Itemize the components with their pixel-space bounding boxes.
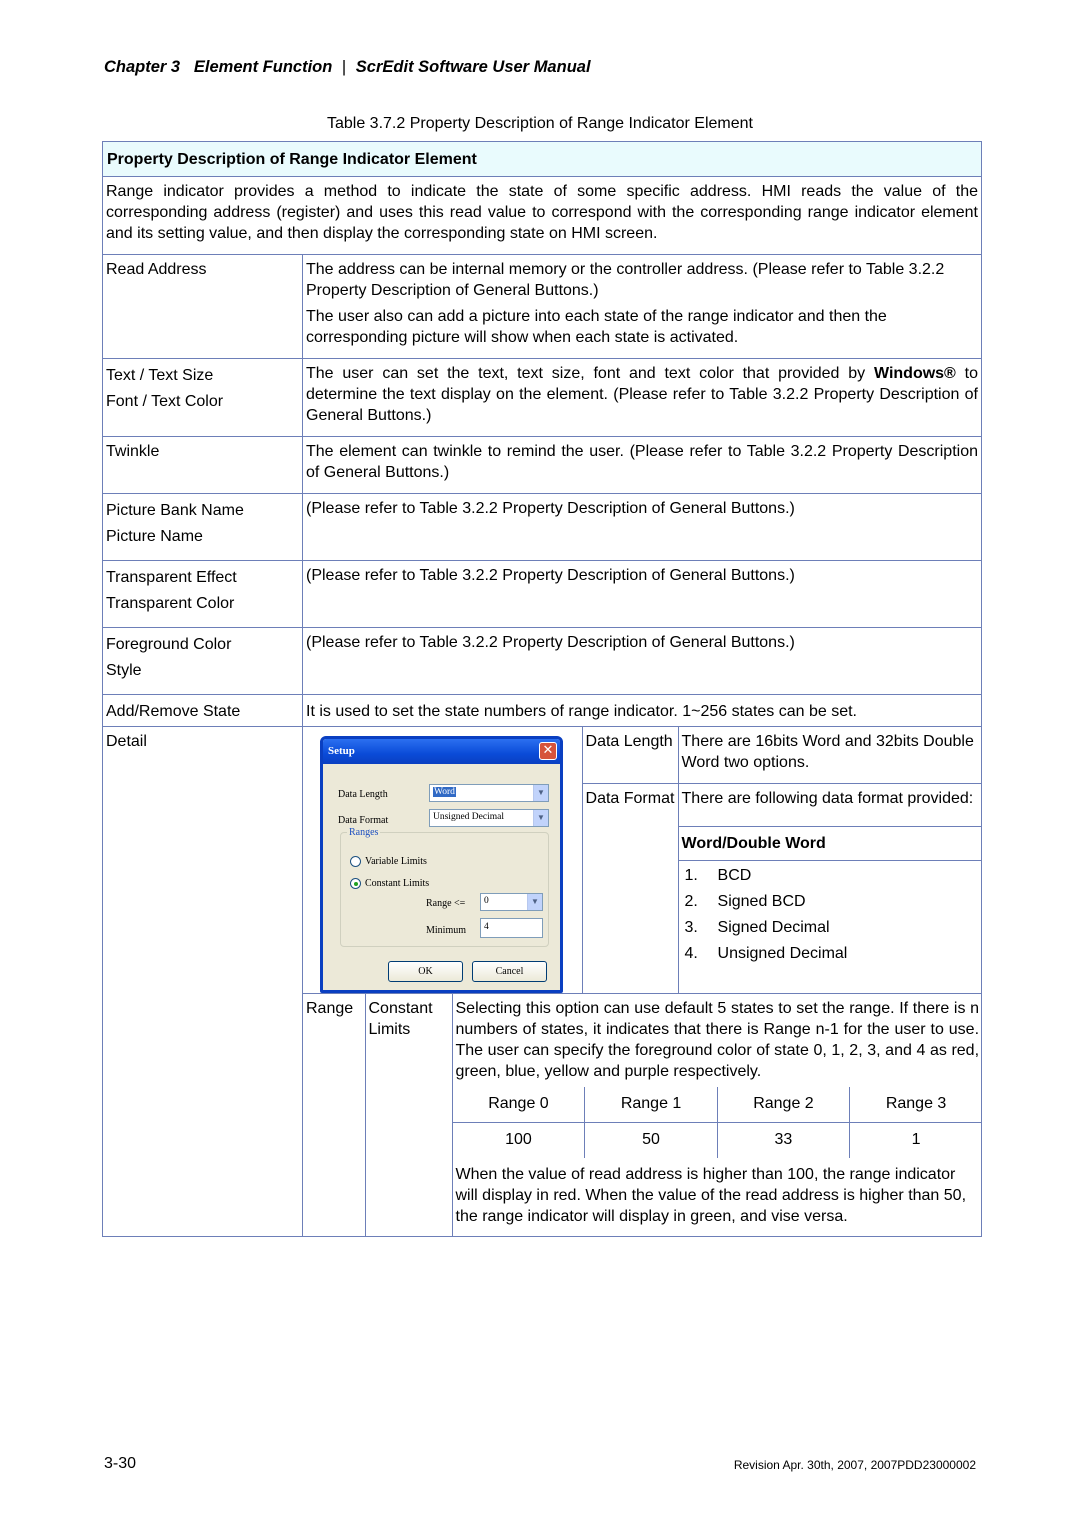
variable-limits-radio[interactable] bbox=[350, 856, 361, 867]
property-name: Add/Remove State bbox=[106, 703, 241, 720]
data-format-options-cell bbox=[678, 861, 982, 994]
close-icon[interactable]: ✕ bbox=[539, 742, 557, 760]
list-item: 3. Signed Decimal bbox=[684, 919, 830, 936]
variable-limits-label: Variable Limits bbox=[365, 856, 427, 867]
chapter-label: Chapter 3 bbox=[104, 58, 181, 76]
data-format-list bbox=[682, 863, 980, 967]
list-item: 1. BCD bbox=[684, 867, 752, 884]
detail-table bbox=[303, 727, 982, 1236]
property-name-cell bbox=[103, 437, 303, 494]
property-name: Read Address bbox=[106, 261, 207, 278]
property-name-cell bbox=[103, 494, 303, 561]
property-name: Foreground Color bbox=[106, 636, 232, 653]
property-name-cell bbox=[103, 255, 303, 359]
property-name-cell bbox=[103, 628, 303, 695]
property-desc-cell bbox=[303, 359, 982, 437]
property-name-cell bbox=[103, 727, 303, 1237]
property-desc: (Please refer to Table 3.2.2 Property Description of General Buttons.) bbox=[306, 567, 795, 584]
section-title: Element Function bbox=[193, 58, 333, 76]
range-header: Range 0 bbox=[453, 1087, 585, 1123]
property-desc: (Please refer to Table 3.2.2 Property Description of General Buttons.) bbox=[306, 634, 795, 651]
property-name: Detail bbox=[106, 733, 147, 750]
property-desc-cell bbox=[303, 437, 982, 494]
constant-limits-cell bbox=[365, 994, 452, 1237]
data-format-term: Data Format bbox=[585, 790, 675, 807]
property-desc: The address can be internal memory or the controller address. (Please refer to Table 3.2.2 Property Description of General Buttons.) bbox=[306, 261, 945, 299]
ok-button[interactable]: OK bbox=[388, 961, 463, 982]
table-row bbox=[103, 628, 982, 695]
data-length-desc-cell bbox=[678, 727, 982, 784]
property-name: Picture Name bbox=[106, 528, 203, 545]
chevron-down-icon: ▼ bbox=[533, 810, 548, 826]
constant-limits-radio[interactable] bbox=[350, 878, 361, 889]
property-desc: (Please refer to Table 3.2.2 Property Description of General Buttons.) bbox=[306, 500, 795, 517]
table-row bbox=[103, 255, 982, 359]
range-value: 0 bbox=[484, 896, 489, 906]
cancel-button[interactable]: Cancel bbox=[472, 961, 547, 982]
range-desc: Selecting this option can use default 5 states to set the range. If there is n numbers of states, it indicates that there is Range n-1 for the user to use. The user can specify the foreground color of state 0, 1, 2, 3, and 4 as red, green, blue, yellow and purple respectively. bbox=[455, 1000, 980, 1080]
setup-dialog-cell bbox=[303, 727, 582, 994]
data-length-label: Data Length bbox=[338, 789, 388, 800]
page-header bbox=[104, 57, 591, 78]
range-value: 50 bbox=[585, 1123, 717, 1159]
property-name-cell bbox=[103, 359, 303, 437]
dialog-title: Setup bbox=[323, 739, 560, 764]
data-length-desc: There are 16bits Word and 32bits Double Word two options. bbox=[681, 733, 974, 771]
property-desc-cell bbox=[303, 695, 982, 727]
property-desc: The user also can add a picture into each state of the range indicator and then the corresponding picture will show when each state is activated. bbox=[306, 308, 887, 346]
data-length-select[interactable] bbox=[429, 784, 549, 802]
range-header: Range 2 bbox=[717, 1087, 849, 1123]
table-row bbox=[453, 1123, 983, 1159]
property-name: Transparent Color bbox=[106, 595, 235, 612]
property-desc: The user can set the text, text size, font and text color that provided by bbox=[306, 365, 874, 382]
property-desc-cell bbox=[303, 561, 982, 628]
range-note: When the value of read address is higher than 100, the range indicator will display in red. When the value of the read address is higher than 50, the range indicator will display in green, and vise versa. bbox=[455, 1166, 967, 1225]
constant-limits-term: Constant Limits bbox=[368, 1000, 433, 1038]
range-label-cell bbox=[303, 994, 365, 1237]
table-row bbox=[453, 1087, 983, 1123]
range-value: 33 bbox=[717, 1123, 849, 1159]
table-intro: Range indicator provides a method to indicate the state of some specific address. HMI reads the value of the corresponding address (register) and uses this read value to correspond with the corresponding range indicator element and its setting value, and then display the corresponding state on HMI screen. bbox=[103, 177, 982, 255]
table-row bbox=[103, 695, 982, 727]
property-name: Picture Bank Name bbox=[106, 502, 244, 519]
constant-limits-label: Constant Limits bbox=[365, 878, 430, 889]
chevron-down-icon: ▼ bbox=[533, 785, 548, 801]
range-select[interactable] bbox=[480, 893, 543, 911]
property-desc-emphasis: Windows® bbox=[873, 365, 956, 382]
data-format-select[interactable] bbox=[429, 809, 549, 827]
property-desc: to determine the text display on the element. (Please refer to Table 3.2.2 Property Description of General Buttons.) bbox=[306, 365, 978, 424]
property-name: Text / Text Size bbox=[106, 367, 214, 384]
property-name: Transparent Effect bbox=[106, 569, 237, 586]
range-table bbox=[453, 1087, 983, 1158]
revision-note: Revision Apr. 30th, 2007, 2007PDD23000002 bbox=[733, 1458, 976, 1472]
list-item: 2. Signed BCD bbox=[684, 893, 806, 910]
table-row bbox=[103, 494, 982, 561]
property-name-cell bbox=[103, 695, 303, 727]
setup-dialog bbox=[320, 736, 563, 993]
table-row bbox=[103, 359, 982, 437]
data-format-subhead: Word/Double Word bbox=[678, 827, 982, 861]
list-item: 4. Unsigned Decimal bbox=[684, 945, 848, 962]
range-value: 100 bbox=[453, 1123, 585, 1159]
range-desc-cell bbox=[452, 994, 982, 1237]
range-term: Range bbox=[306, 1000, 354, 1017]
property-name: Style bbox=[106, 662, 142, 679]
manual-title: ScrEdit Software User Manual bbox=[355, 58, 591, 76]
table-row bbox=[103, 437, 982, 494]
minimum-label: Minimum bbox=[426, 925, 467, 936]
property-desc: It is used to set the state numbers of range indicator. 1~256 states can be set. bbox=[306, 703, 857, 720]
range-header: Range 1 bbox=[585, 1087, 717, 1123]
data-length-term: Data Length bbox=[585, 733, 673, 750]
property-name: Twinkle bbox=[106, 443, 160, 460]
page-number: 3-30 bbox=[104, 1455, 137, 1472]
data-length-label-cell bbox=[582, 727, 678, 784]
header-separator: | bbox=[341, 58, 347, 76]
table-row bbox=[103, 561, 982, 628]
data-format-label-cell bbox=[582, 784, 678, 994]
property-name-cell bbox=[103, 561, 303, 628]
table-row bbox=[103, 727, 982, 1237]
data-format-label: Data Format bbox=[338, 815, 389, 826]
range-label: Range <= bbox=[426, 898, 466, 909]
property-table bbox=[102, 141, 982, 1237]
data-format-value: Unsigned Decimal bbox=[433, 812, 504, 822]
property-desc-cell bbox=[303, 255, 982, 359]
property-desc: The element can twinkle to remind the user. (Please refer to Table 3.2.2 Property Description of General Buttons.) bbox=[306, 443, 978, 481]
range-value: 1 bbox=[850, 1123, 982, 1159]
data-length-value: Word bbox=[434, 787, 455, 797]
property-desc-cell bbox=[303, 494, 982, 561]
data-format-desc: There are following data format provided: bbox=[681, 790, 974, 807]
ranges-group-title: Ranges bbox=[349, 827, 379, 838]
property-desc-cell bbox=[303, 628, 982, 695]
range-header: Range 3 bbox=[850, 1087, 982, 1123]
chevron-down-icon: ▼ bbox=[527, 894, 542, 910]
data-format-desc-cell bbox=[678, 784, 982, 827]
table-caption: Table 3.7.2 Property Description of Range Indicator Element bbox=[326, 115, 753, 132]
minimum-input[interactable]: 4 bbox=[480, 918, 543, 938]
detail-cell bbox=[303, 727, 982, 1237]
table-title: Property Description of Range Indicator Element bbox=[103, 142, 982, 177]
property-name: Font / Text Color bbox=[106, 393, 224, 410]
